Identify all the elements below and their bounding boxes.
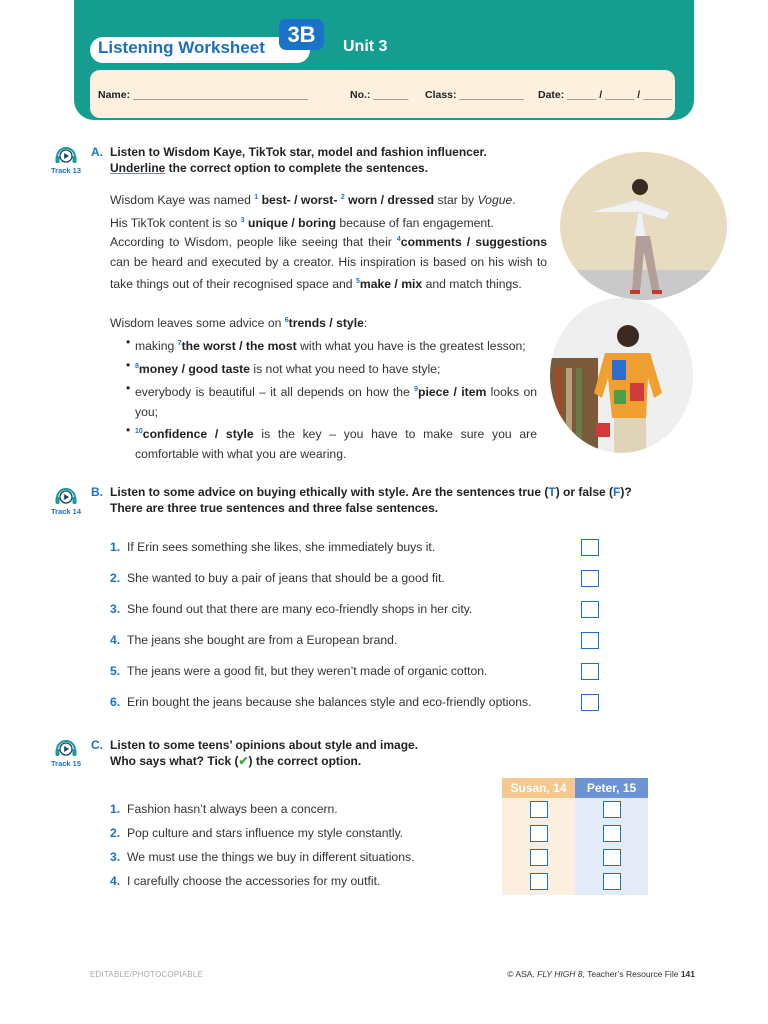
track-label: Track 15 (50, 759, 82, 768)
track-15[interactable] (48, 738, 84, 768)
susan-tick-box[interactable] (530, 849, 548, 866)
instruction-line: Who says what? Tick ( (110, 754, 239, 768)
text: is not what you need to have style; (249, 362, 441, 377)
opinion-sentence: Fashion hasn’t always been a concern. (127, 802, 338, 816)
track-label: Track 13 (50, 166, 82, 175)
instruction-line: Listen to some teens’ opinions about style and image. (110, 738, 419, 752)
footer-editable: EDITABLE/PHOTOCOPIABLE (90, 970, 204, 979)
photo-wisdom-kaye-1 (560, 152, 727, 300)
unit-badge: 3B (279, 19, 324, 50)
tf-answer-box[interactable] (581, 663, 599, 680)
tf-answer-box[interactable] (581, 570, 599, 587)
option-4[interactable]: comments / suggestions (400, 235, 547, 250)
unit-label: Unit 3 (343, 38, 388, 55)
gap-number: 6 (284, 317, 289, 324)
false-letter: F (613, 485, 621, 499)
item-number: 2. (110, 826, 121, 840)
item-number: 5. (110, 664, 121, 678)
page-number: 141 (680, 969, 695, 979)
headphones-play-icon (54, 738, 78, 758)
tf-sentence: The jeans were a good fit, but they weren’t made of organic cotton. (127, 664, 488, 678)
instruction-line: Listen to Wisdom Kaye, TikTok star, model and fashion influencer. (110, 145, 487, 159)
section-a-instruction (110, 144, 560, 176)
item-number: 1. (110, 802, 121, 816)
opinion-sentence: We must use the things we buy in different situations. (127, 850, 415, 864)
item-number: 6. (110, 695, 121, 709)
bullet-dot: • (126, 381, 131, 395)
peter-tick-box[interactable] (603, 849, 621, 866)
text: , Teacher’s Resource File (582, 969, 681, 979)
footer-copyright (507, 969, 695, 979)
tf-answer-box[interactable] (581, 632, 599, 649)
tf-answer-box[interactable] (581, 601, 599, 618)
text: star by (434, 193, 478, 208)
susan-tick-box[interactable] (530, 801, 548, 818)
text: everybody is beautiful – it all depends on how the (135, 385, 415, 400)
instruction-line: Listen to some advice on buying ethically with style. Are the sentences true ( (110, 485, 549, 499)
section-c-letter: C. (91, 738, 103, 752)
section-a-letter: A. (91, 145, 103, 159)
vogue-italic: Vogue (477, 193, 513, 208)
option-8[interactable]: money / good taste (138, 362, 250, 377)
text: © ASA, (507, 969, 538, 979)
susan-tick-box[interactable] (530, 825, 548, 842)
instruction-line: ) the correct option. (248, 754, 362, 768)
bullet-dot: • (126, 358, 131, 372)
section-c-instruction (110, 737, 560, 769)
susan-header: Susan, 14 (502, 778, 575, 798)
tf-answer-box[interactable] (581, 694, 599, 711)
paragraph-3 (110, 311, 547, 334)
gap-number: 9 (414, 386, 419, 393)
worksheet-title: Listening Worksheet (98, 38, 265, 57)
item-number: 3. (110, 850, 121, 864)
name-field[interactable]: Name: ______________________________ (98, 89, 309, 101)
gap-number: 10 (135, 428, 143, 435)
susan-tick-box[interactable] (530, 873, 548, 890)
headphones-play-icon (54, 486, 78, 506)
section-b-instruction (110, 484, 670, 516)
track-label: Track 14 (50, 507, 82, 516)
option-9[interactable]: piece / item (418, 385, 487, 400)
peter-header: Peter, 15 (575, 778, 648, 798)
opinion-sentence: Pop culture and stars influence my style constantly. (127, 826, 404, 840)
paragraph-2 (110, 230, 547, 295)
book-title: FLY HIGH 8 (537, 969, 583, 979)
item-number: 4. (110, 874, 121, 888)
tf-sentence: If Erin sees something she likes, she immediately buys it. (127, 540, 436, 554)
tf-answer-box[interactable] (581, 539, 599, 556)
advice-bullet-1 (135, 334, 537, 357)
advice-bullet-3 (135, 380, 537, 422)
number-field[interactable]: No.: ______ (350, 89, 409, 101)
text: and match things. (422, 277, 522, 292)
peter-tick-box[interactable] (603, 825, 621, 842)
bullet-dot: • (126, 423, 131, 437)
advice-bullet-4 (135, 422, 537, 464)
gap-number: 3 (240, 216, 245, 224)
advice-bullet-2 (135, 357, 537, 380)
tf-sentence: Erin bought the jeans because she balances style and eco-friendly options. (127, 695, 532, 709)
track-13[interactable] (48, 145, 84, 175)
gap-number: 8 (135, 363, 139, 370)
photo-illustration (550, 298, 693, 453)
gap-number: 5 (355, 278, 360, 286)
item-number: 1. (110, 540, 121, 554)
check-icon: ✔ (238, 754, 249, 768)
option-2[interactable]: worn / dressed (348, 193, 435, 208)
option-7[interactable]: the worst / the most (181, 339, 297, 354)
photo-illustration (560, 152, 727, 300)
text: . (512, 193, 516, 208)
item-number: 3. (110, 602, 121, 616)
text: looks on you; (135, 385, 538, 419)
true-letter: T (548, 485, 556, 499)
underline-word: Underline (110, 161, 166, 175)
gap-number: 1 (254, 194, 259, 201)
gap-number: 4 (396, 236, 401, 243)
option-5[interactable]: make / mix (359, 277, 423, 292)
tf-sentence: She found out that there are many eco-friendly shops in her city. (127, 602, 473, 616)
headphones-play-icon (54, 145, 78, 165)
opinion-sentence: I carefully choose the accessories for my outfit. (127, 874, 381, 888)
gap-number: 2 (340, 194, 345, 201)
peter-tick-box[interactable] (603, 801, 621, 818)
text: with what you have is the greatest lesson; (296, 339, 526, 354)
instruction-line: ) or false ( (555, 485, 614, 499)
text: His TikTok content is so (110, 215, 241, 230)
text: can be heard and executed by a creator. His inspiration is based on his wish to take things out of their recognised space and (110, 254, 547, 292)
option-10[interactable]: confidence / style (142, 427, 254, 442)
paragraph-1 (110, 188, 547, 233)
tf-sentence: The jeans she bought are from a European brand. (127, 633, 398, 647)
item-number: 2. (110, 571, 121, 585)
text: Wisdom Kaye was named (110, 193, 255, 208)
text: Wisdom leaves some advice on (110, 316, 285, 331)
bullet-dot: • (126, 335, 131, 349)
text: making (135, 339, 178, 354)
text: : (363, 316, 368, 331)
text: because of fan engagement. (336, 215, 494, 230)
peter-tick-box[interactable] (603, 873, 621, 890)
option-3[interactable]: unique / boring (248, 215, 337, 230)
instruction-rest: the correct option to complete the sentences. (165, 161, 429, 175)
date-field[interactable]: Date: _____ / _____ / _____ (538, 89, 673, 101)
option-6[interactable]: trends / style (288, 316, 364, 331)
tf-sentence: She wanted to buy a pair of jeans that should be a good fit. (127, 571, 445, 585)
option-1[interactable]: best- / worst- (261, 193, 338, 208)
class-field[interactable]: Class: ___________ (425, 89, 524, 101)
section-b-letter: B. (91, 485, 103, 499)
text: is the key – you have to make sure you are comfortable with what you are wearing. (135, 427, 537, 461)
track-14[interactable] (48, 486, 84, 516)
gap-number: 7 (177, 340, 182, 347)
instruction-line: )? (620, 485, 632, 499)
photo-wisdom-kaye-2 (550, 298, 693, 453)
text: According to Wisdom, people like seeing that their (110, 235, 397, 250)
item-number: 4. (110, 633, 121, 647)
instruction-line-2: There are three true sentences and three false sentences. (110, 501, 439, 515)
